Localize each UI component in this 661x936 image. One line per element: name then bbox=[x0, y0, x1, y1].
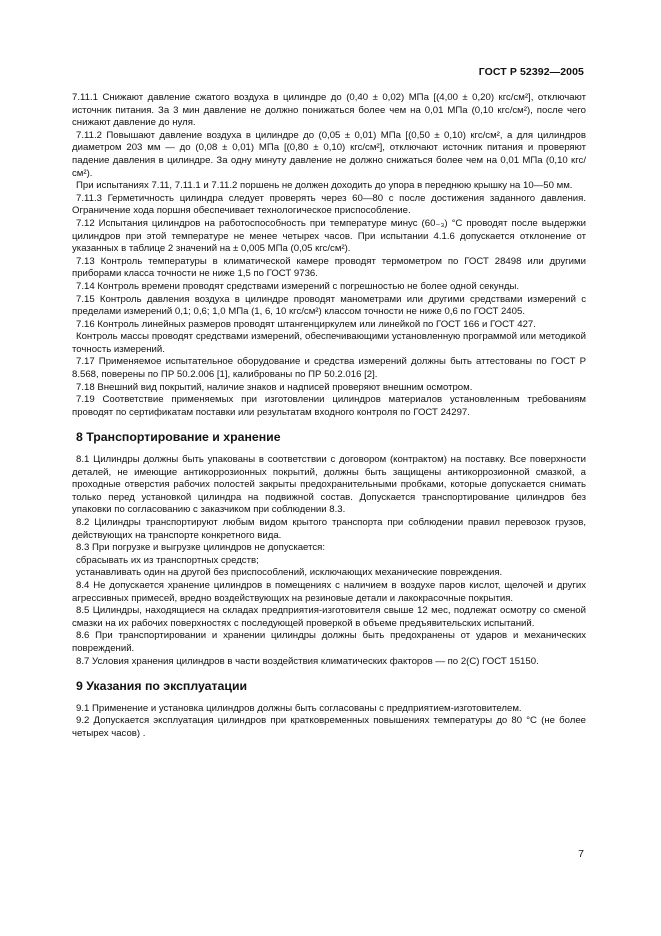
paragraph-8-7: 8.7 Условия хранения цилиндров в части воздействия климатических факторов — по 2(С) ГОСТ 15150. bbox=[76, 655, 539, 667]
document-body bbox=[72, 92, 586, 741]
paragraph-7-19: 7.19 Соответствие применяемых при изготовлении цилиндров материалов установленным требованиям проводят по сертификатам поставки или результатам входного контроля по ГОСТ 24297. bbox=[72, 394, 586, 418]
paragraph-7-14: 7.14 Контроль времени проводят средствами измерений с погрешностью не более одной секунды. bbox=[76, 280, 520, 292]
page-number: 7 bbox=[578, 848, 584, 860]
paragraph-8-3-item-1: сбрасывать их из транспортных средств; bbox=[76, 554, 259, 566]
paragraph-7-11-3: 7.11.3 Герметичность цилиндра следует проверять через 60—80 с после достижения заданного давления. Ограничение хода поршня обеспечивает технологическое приспособление. bbox=[72, 192, 586, 217]
paragraph-8-4: 8.4 Не допускается хранение цилиндров в помещениях с наличием в воздухе паров кислот, щелочей и других агрессивных примесей, вредно воздействующих на резиновые детали и лакокрасочные покрытия. bbox=[72, 579, 586, 604]
paragraph-7-11-note: При испытаниях 7.11, 7.11.1 и 7.11.2 поршень не должен доходить до упора в переднюю крышку на 10—50 мм. bbox=[76, 180, 573, 192]
paragraph-7-18: 7.18 Внешний вид покрытий, наличие знаков и надписей проверяют внешним осмотром. bbox=[76, 381, 473, 393]
section-8-body bbox=[72, 454, 586, 668]
document-id: ГОСТ Р 52392—2005 bbox=[478, 66, 584, 78]
paragraph-8-2: 8.2 Цилиндры транспортируют любым видом крытого транспорта при соблюдении правил перевозок грузов, действующих на транспорте конкретного вида. bbox=[72, 517, 586, 541]
paragraph-9-2: 9.2 Допускается эксплуатация цилиндров при кратковременных повышениях температуры до 80 °С (не более четырех часов) . bbox=[72, 715, 586, 739]
section-9-body bbox=[72, 702, 586, 741]
paragraph-8-5: 8.5 Цилиндры, находящиеся на складах предприятия-изготовителя свыше 12 мес, подлежат осмотру со сменой смазки на их рабочих поверхностях с последующей проверкой в объеме предъявительских испытаний. bbox=[72, 605, 586, 629]
paragraph-8-3: 8.3 При погрузке и выгрузке цилиндров не допускается: bbox=[76, 542, 326, 554]
paragraph-7-13: 7.13 Контроль температуры в климатической камере проводят термометром по ГОСТ 28498 или другими приборами класса точности не ниже 1,5 по ГОСТ 9736. bbox=[72, 255, 586, 280]
paragraph-7-17: 7.17 Применяемое испытательное оборудование и средства измерений должны быть аттестованы по ГОСТ Р 8.568, поверены по ПР 50.2.006 [1], калиброваны по ПР 50.2.016 [2]. bbox=[72, 356, 586, 381]
section-9-heading: 9 Указания по эксплуатации bbox=[76, 679, 248, 694]
paragraph-8-1: 8.1 Цилиндры должны быть упакованы в соответствии с договором (контрактом) на поставку. Все поверхности деталей, не имеющие антикоррозионных покрытий, должны быть защищены антикоррозионной смазкой, а проходные отверстия рабочих полостей закрыты предохранительными пробками, которые допускается снимать только перед установкой цилиндра на подвижной состав. Допускается транспортирование цилиндров без упаковки по согласованию с заказчиком при соблюдении 8.3. bbox=[72, 454, 586, 516]
section-7-continued bbox=[72, 92, 586, 419]
section-8-heading: 8 Транспортирование и хранение bbox=[76, 430, 281, 445]
paragraph-8-6: 8.6 При транспортировании и хранении цилиндры должны быть предохранены от ударов и механических повреждений. bbox=[72, 630, 586, 654]
paragraph-7-12: 7.12 Испытания цилиндров на работоспособность при температуре минус (60₋₃) °С проводят после выдержки цилиндров при этой температуре не менее четырех часов. При испытании 4.1.6 допускается отклонение от указанных в таблице 2 значений на ± 0,005 МПа (0,05 кгс/см²). bbox=[72, 217, 586, 255]
paragraph-mass-control: Контроль массы проводят средствами измерений, обеспечивающими установленную программой или методикой точность измерений. bbox=[72, 331, 586, 355]
paragraph-7-15: 7.15 Контроль давления воздуха в цилиндре проводят манометрами или другими средствами измерений с пределами измерений 0,1; 0,6; 1,0 МПа (1, 6, 10 кгс/см²) классом точности не ниже 0,6 по ГОСТ 2405. bbox=[72, 293, 586, 318]
paragraph-7-11-2: 7.11.2 Повышают давление воздуха в цилиндре до (0,05 ± 0,01) МПа [(0,50 ± 0,10) кгс/см², а для цилиндров диаметром 203 мм — до (0,08 ± 0,01) МПа [(0,80 ± 0,10) кгс/см²], отключают источник питания и проверяют падение давления в цилиндре. За одну минуту давление не должно снижаться более чем на 0,01 МПа (0,10 кгс/см²). bbox=[72, 129, 586, 179]
paragraph-7-11-1: 7.11.1 Снижают давление сжатого воздуха в цилиндре до (0,40 ± 0,02) МПа [(4,00 ± 0,20) кгс/см²], отключают источник питания. За 3 мин давление не должно понижаться более чем на 0,01 МПа (0,10 кгс/см²), после чего снижают давление до нуля. bbox=[72, 92, 586, 129]
paragraph-8-3-item-2: устанавливать один на другой без приспособлений, исключающих механические повреждения. bbox=[76, 567, 503, 579]
paragraph-7-16: 7.16 Контроль линейных размеров проводят штангенциркулем или линейкой по ГОСТ 166 и ГОСТ 427. bbox=[76, 318, 536, 330]
paragraph-9-1: 9.1 Применение и установка цилиндров должны быть согласованы с предприятием-изготовителем. bbox=[76, 702, 522, 714]
